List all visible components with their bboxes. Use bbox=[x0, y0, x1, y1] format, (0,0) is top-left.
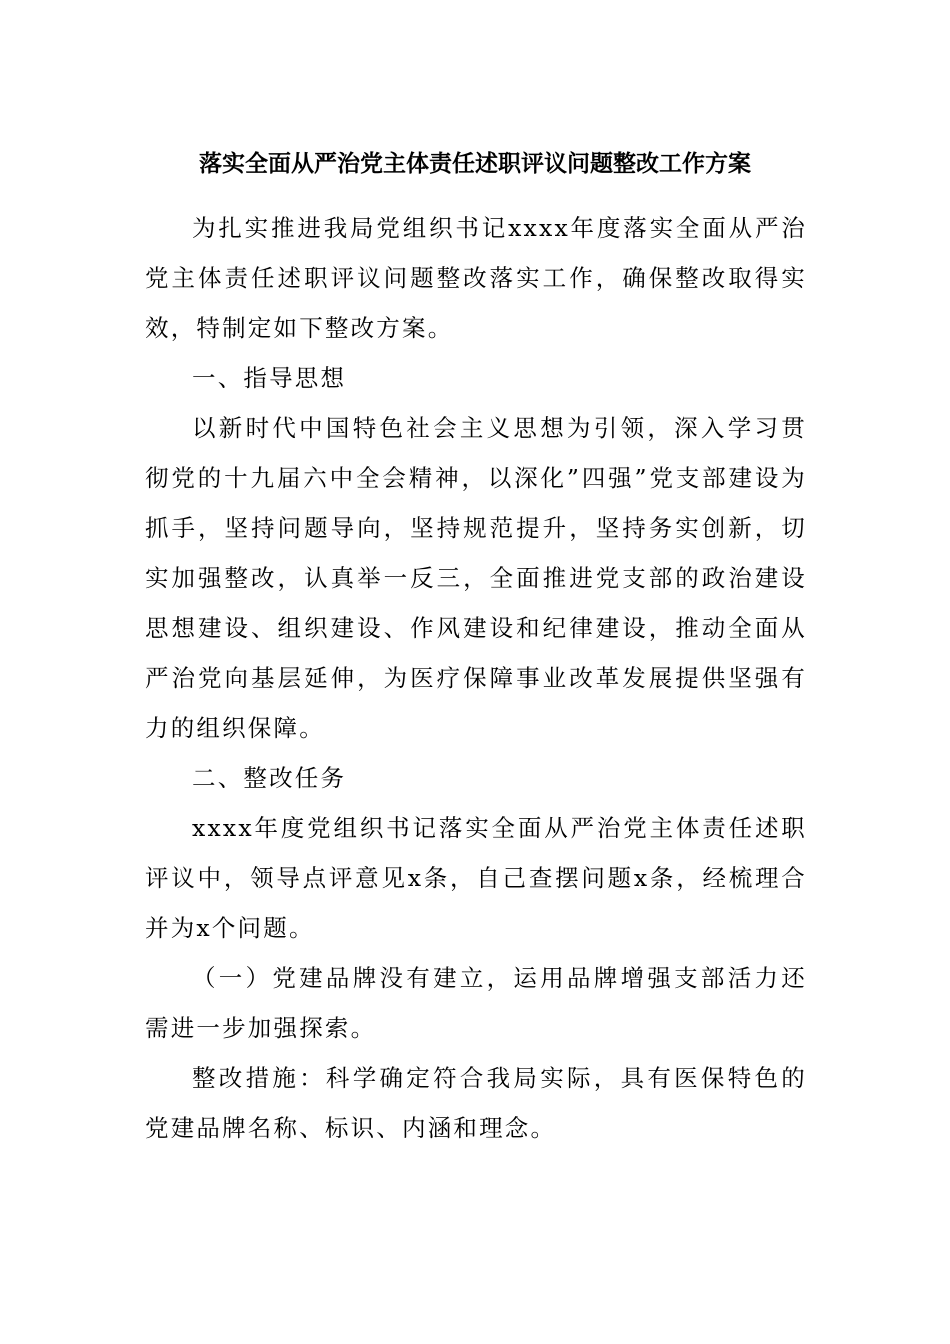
guiding-thought-paragraph: 以新时代中国特色社会主义思想为引领，深入学习贯彻党的十九届六中全会精神，以深化”四强”党支部建设为抓手，坚持问题导向，坚持规范提升，坚持务实创新，切实加强整改，认真举一反三，全面推进党支部的政治建设思想建设、组织建设、作风建设和纪律建设，推动全面从严治党向基层延伸，为医疗保障事业改革发展提供坚强有力的组织保障。 bbox=[145, 414, 807, 742]
rectification-measures-paragraph: 整改措施：科学确定符合我局实际，具有医保特色的党建品牌名称、标识、内涵和理念。 bbox=[145, 1064, 807, 1142]
problem-item-1: （一）党建品牌没有建立，运用品牌增强支部活力还需进一步加强探索。 bbox=[145, 964, 807, 1042]
section-heading-guiding-thought: 一、指导思想 bbox=[192, 364, 347, 392]
section-heading-rectification-tasks: 二、整改任务 bbox=[192, 764, 347, 792]
rectification-tasks-paragraph: xxxx年度党组织书记落实全面从严治党主体责任述职评议中，领导点评意见x条，自己查摆问题x条，经梳理合并为x个问题。 bbox=[145, 814, 807, 942]
document-title: 落实全面从严治党主体责任述职评议问题整改工作方案 bbox=[199, 150, 751, 177]
document-body bbox=[145, 203, 807, 1153]
intro-paragraph: 为扎实推进我局党组织书记xxxx年度落实全面从严治党主体责任述职评议问题整改落实工作，确保整改取得实效，特制定如下整改方案。 bbox=[145, 214, 807, 342]
